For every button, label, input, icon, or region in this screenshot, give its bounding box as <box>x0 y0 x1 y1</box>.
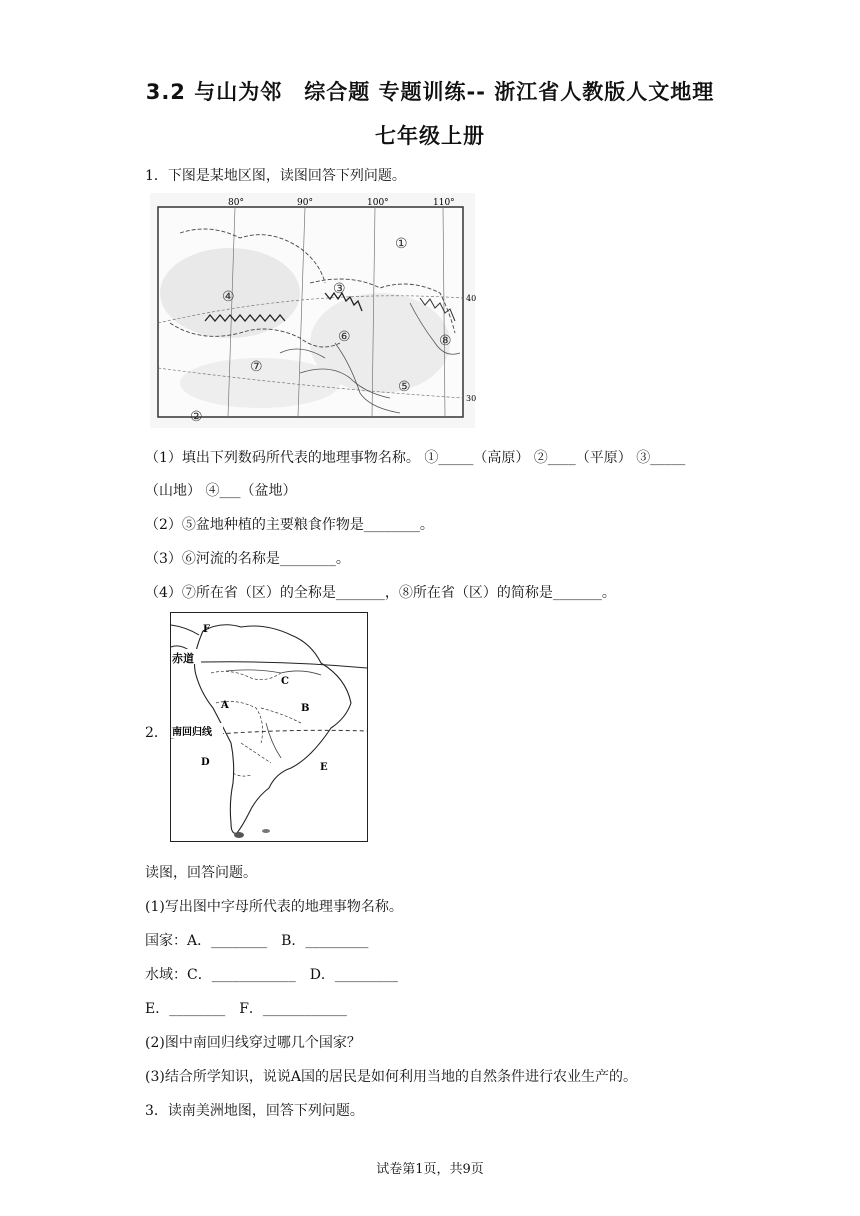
page-title-line-2: 七年级上册 <box>375 124 485 148</box>
lat-label: 40 <box>466 294 477 303</box>
map-marker-5: ⑤ <box>398 379 411 395</box>
tropic-label: 南回归线 <box>172 727 212 738</box>
map-marker-3: ③ <box>333 281 346 297</box>
map-marker-6: ⑥ <box>338 329 351 345</box>
question-2-number: 2． <box>145 725 168 741</box>
map-marker-7: ⑦ <box>250 359 263 375</box>
question-2-intro: 读图，回答问题。 <box>145 865 257 881</box>
question-2-part-1: (1)写出图中字母所代表的地理事物名称。 <box>145 899 403 915</box>
question-1-map <box>150 193 475 428</box>
question-2-part-3: (3)结合所学知识，说说A国的居民是如何利用当地的自然条件进行农业生产的。 <box>145 1069 637 1085</box>
map-marker-2: ② <box>190 409 203 425</box>
map-letter-B: B <box>301 703 310 714</box>
question-2-ef: E．________ F．____________ <box>145 1001 347 1017</box>
question-2-countries: 国家：A．________ B．_________ <box>145 933 369 949</box>
page-footer: 试卷第1页，共9页 <box>376 1162 484 1177</box>
question-1-sub-2: （2）⑤盆地种植的主要粮食作物是________。 <box>145 517 434 533</box>
question-1-sub-3: （3）⑥河流的名称是________。 <box>145 551 350 567</box>
page-title-line-1: 3.2 与山为邻 综合题 专题训练-- 浙江省人教版人文地理 <box>145 80 715 104</box>
map-letter-F: F <box>203 624 211 635</box>
map-letter-C: C <box>281 676 289 687</box>
question-2-map <box>170 612 368 842</box>
lon-label: 80° <box>228 198 244 208</box>
map-letter-D: D <box>201 757 210 768</box>
lon-label: 90° <box>297 198 313 208</box>
question-1-sub-1b: （山地） ④___（盆地） <box>145 483 297 499</box>
question-1-stem: 1．下图是某地区图，读图回答下列问题。 <box>145 168 406 184</box>
lon-label: 110° <box>433 198 455 208</box>
question-3-stem: 3．读南美洲地图，回答下列问题。 <box>145 1103 364 1119</box>
question-2-waters: 水域：C．____________ D．_________ <box>145 967 398 983</box>
map-marker-4: ④ <box>222 289 235 305</box>
map-marker-8: ⑧ <box>439 333 452 349</box>
question-2-part-2: (2)图中南回归线穿过哪几个国家？ <box>145 1035 361 1051</box>
map-letter-E: E <box>320 762 328 773</box>
map-marker-1: ① <box>395 236 408 252</box>
equator-label: 赤道 <box>172 652 194 665</box>
question-1-sub-4: （4）⑦所在省（区）的全称是_______，⑧所在省（区）的简称是_______。 <box>145 585 616 601</box>
map-letter-A: A <box>221 700 229 711</box>
lat-label: 30 <box>466 394 477 403</box>
question-1-sub-1a: （1）填出下列数码所代表的地理事物名称。 ①_____（高原） ②____（平原） ③_____ <box>145 450 686 466</box>
lon-label: 100° <box>367 198 389 208</box>
